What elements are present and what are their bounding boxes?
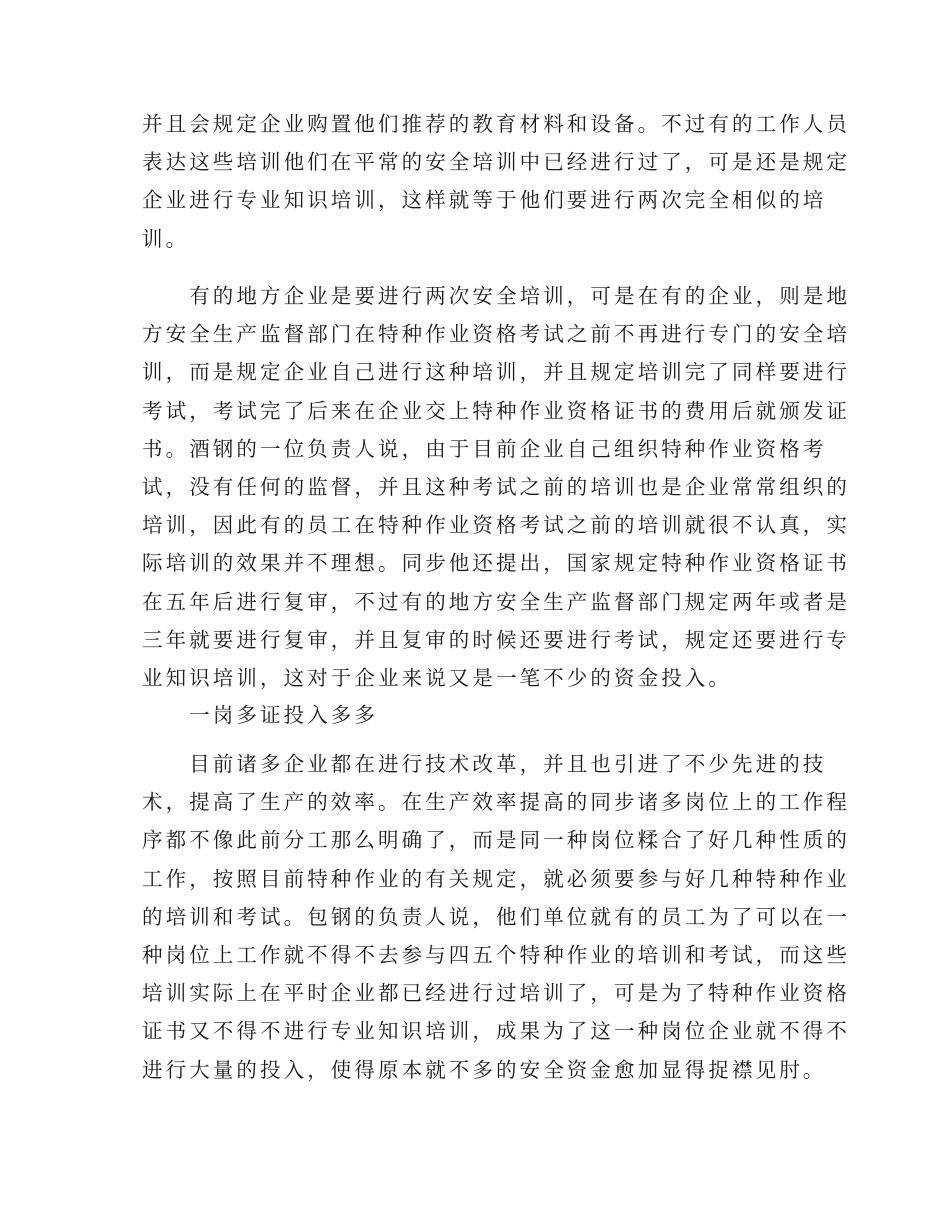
paragraph-2 bbox=[142, 277, 850, 697]
text-line: 培训实际上在平时企业都已经进行过培训了，可是为了特种作业资格 bbox=[142, 981, 850, 1006]
text-line: 表达这些培训他们在平常的安全培训中已经进行过了，可是还是规定 bbox=[142, 150, 850, 175]
text-line: 种岗位上工作就不得不去参与四五个特种作业的培训和考试，而这些 bbox=[142, 942, 850, 967]
text-line: 方安全生产监督部门在特种作业资格考试之前不再进行专门的安全培 bbox=[142, 322, 850, 347]
heading-text: 一岗多证投入多多 bbox=[142, 703, 378, 727]
text-line: 进行大量的投入，使得原本就不多的安全资金愈加显得捉襟见肘。 bbox=[142, 1057, 827, 1082]
text-line: 序都不像此前分工那么明确了，而是同一种岗位糅合了好几种性质的 bbox=[142, 828, 850, 853]
text-line: 证书又不得不进行专业知识培训，成果为了这一种岗位企业就不得不 bbox=[142, 1019, 850, 1044]
text-line: 际培训的效果并不理想。同步他还提出，国家规定特种作业资格证书 bbox=[142, 551, 850, 576]
text-line: 试，没有任何的监督，并且这种考试之前的培训也是企业常常组织的 bbox=[142, 474, 850, 499]
text-line: 有的地方企业是要进行两次安全培训，可是在有的企业，则是地 bbox=[142, 284, 850, 308]
text-line: 在五年后进行复审，不过有的地方安全生产监督部门规定两年或者是 bbox=[142, 589, 850, 614]
text-line: 训，而是规定企业自己进行这种培训，并且规定培训完了同样要进行 bbox=[142, 360, 850, 385]
paragraph-3 bbox=[142, 745, 850, 1089]
paragraph-1 bbox=[142, 105, 850, 258]
section-heading bbox=[142, 696, 378, 734]
text-line: 业知识培训，这对于企业来说又是一笔不少的资金投入。 bbox=[142, 665, 732, 690]
text-line: 三年就要进行复审，并且复审的时候还要进行考试，规定还要进行专 bbox=[142, 627, 850, 652]
text-line: 书。酒钢的一位负责人说，由于目前企业自己组织特种作业资格考 bbox=[142, 436, 827, 461]
text-line: 的培训和考试。包钢的负责人说，他们单位就有的员工为了可以在一 bbox=[142, 904, 850, 929]
text-line: 训。 bbox=[142, 226, 190, 251]
text-line: 培训，因此有的员工在特种作业资格考试之前的培训就很不认真，实 bbox=[142, 513, 850, 538]
text-line: 并且会规定企业购置他们推荐的教育材料和设备。不过有的工作人员 bbox=[142, 112, 850, 136]
text-line: 考试，考试完了后来在企业交上特种作业资格证书的费用后就颁发证 bbox=[142, 398, 850, 423]
text-line: 企业进行专业知识培训，这样就等于他们要进行两次完全相似的培 bbox=[142, 188, 827, 213]
text-line: 工作，按照目前特种作业的有关规定，就必须要参与好几种特种作业 bbox=[142, 866, 850, 891]
text-line: 术，提高了生产的效率。在生产效率提高的同步诸多岗位上的工作程 bbox=[142, 790, 850, 815]
text-line: 目前诸多企业都在进行技术改革，并且也引进了不少先进的技 bbox=[142, 752, 827, 776]
